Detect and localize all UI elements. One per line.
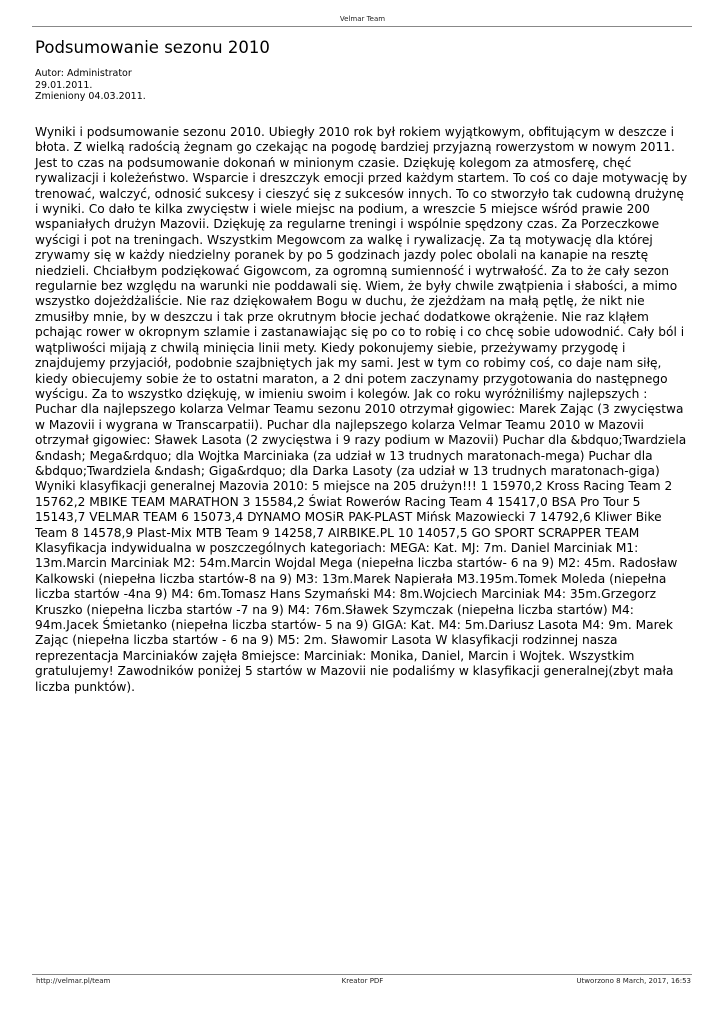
article-modified-date: Zmieniony 04.03.2011. <box>35 91 146 102</box>
footer-divider <box>32 974 692 975</box>
article-title: Podsumowanie sezonu 2010 <box>35 38 270 57</box>
footer-created: Utworzono 8 March, 2017, 16:53 <box>576 977 691 985</box>
article-created-date: 29.01.2011. <box>35 79 93 91</box>
article-author: Autor: Administrator <box>35 68 132 79</box>
article-body: Wyniki i podsumowanie sezonu 2010. Ubiegły 2010 rok był rokiem wyjątkowym, obfitującym w deszcze i błota. Z wielką radością żegnam go czekając na pogodę bardziej przyjazną rowerzystom w nowym 2011. Jest to czas na podsumowanie dokonań w minionym czasie. Dziękuję kolegom za atmosferę, chęć rywalizacji i koleżeństwo. Wsparcie i dreszczyk emocji przed każdym startem. To coś co daje motywację by trenować, walczyć, odnosić sukcesy i cieszyć się z sukcesów innych. To co stworzyło tak cudowną drużynę i wyniki. Co dało te kilka zwycięstw i wiele miejsc na podium, a wreszcie 5 miejsce wśród prawie 200 wspaniałych drużyn Mazovii. Dziękuję za regularne treningi i wspólnie spędzony czas. Za Porzeczkowe wyścigi i pot na treningach. Wszystkim Megowcom za walkę i rywalizację. Za tą motywację dla której zrywamy się w każdy niedzielny poranek by po 5 godzinach jazdy polec obolali na kanapie na resztę niedzieli. Chciałbym podziękować Gigowcom, za ogromną sumienność i wytrwałość. Za to że cały sezon regularnie bez względu na warunki nie poddawali się. Wiem, że były chwile zwątpienia i słabości, a mimo wszystko dojeżdżaliście. Nie raz dziękowałem Bogu w duchu, że zjeżdżam na małą pętlę, że nikt nie zmusiłby mnie, by w deszczu i tak prze okrutnym błocie jechać dodatkowe okrążenie. Nie raz kląłem pchając rower w okropnym szlamie i zastanawiając się po co to robię i co chcę sobie udowodnić. Cały ból i wątpliwości mijają z chwilą minięcia linii mety. Kiedy pokonujemy siebie, przeżywamy przygodę i znajdujemy przyjaciół, podobnie szajbniętych jak my sami. Jest w tym co robimy coś, co daje nam siłę, kiedy obiecujemy sobie że to ostatni maraton, a 2 dni potem zaczynamy przygotowania do następnego wyścigu. Za to wszystko dziękuję, w imieniu swoim i kolegów. Jak co roku wyróżniliśmy najlepszych : Puchar dla najlepszego kolarza Velmar Teamu sezonu 2010 otrzymał gigowiec: Marek Zając (3 zwycięstwa w Mazovii i wygrana w Transcarpatii). Puchar dla najlepszego kolarza Velmar Teamu 2010 w Mazovii otrzymał gigowiec: Sławek Lasota (2 zwycięstwa i 9 razy podium w Mazovii) Puchar dla &bdquo;Twardziela &ndash; Mega&rdquo; dla Wojtka Marciniaka (za udział w 13 trudnych maratonach-mega) Puchar dla &bdquo;Twardziela &ndash; Giga&rdquo; dla Darka Lasoty (za udział w 13 trudnych maratonach-giga) Wyniki klasyfikacji generalnej Mazovia 2010: 5 miejsce na 205 drużyn!!! 1 15970,2 Kross Racing Team 2 15762,2 MBIKE TEAM MARATHON 3 15584,2 Świat Rowerów Racing Team 4 15417,0 BSA Pro Tour 5 15143,7 VELMAR TEAM 6 15073,4 DYNAMO MOSiR PAK-PLAST Mińsk Mazowiecki 7 14792,6 Kliwer Bike Team 8 14578,9 Plast-Mix MTB Team 9 14258,7 AIRBIKE.PL 10 14057,5 GO SPORT SCRAPPER TEAM Klasyfikacja indywidualna w poszczególnych kategoriach: MEGA: Kat. MJ: 7m. Daniel Marciniak M1: 13m.Marcin Marciniak M2: 54m.Marcin Wojdal Mega (niepełna liczba startów- 6 na 9) M2: 45m. Radosław Kalkowski (niepełna liczba startów-8 na 9) M3: 13m.Marek Napierała M3.195m.Tomek Moleda (niepełna liczba startów -4na 9) M4: 6m.Tomasz Hans Szymański M4: 8m.Wojciech Marciniak M4: 35m.Grzegorz Kruszko (niepełna liczba startów -7 na 9) M4: 76m.Sławek Szymczak (niepełna liczba startów) M4: 94m.Jacek Śmietanko (niepełna liczba startów- 5 na 9) GIGA: Kat. M4: 5m.Dariusz Lasota M4: 9m. Marek Zając (niepełna liczba startów - 6 na 9) M5: 2m. Sławomir Lasota W klasyfikacji rodzinnej nasza reprezentacja Marciniaków zajęła 8miejsce: Marciniak: Monika, Daniel, Marcin i Wojtek. Wszystkim gratulujemy! Zawodników poniżej 5 startów w Mazovii nie podaliśmy w klasyfikacji generalnej(zbyt mała liczba punktów). <box>35 125 688 694</box>
article-meta <box>35 68 146 103</box>
header-divider <box>32 26 692 27</box>
footer-generator: Kreator PDF <box>341 977 384 985</box>
page-header: Velmar Team <box>339 15 386 23</box>
footer-url: http://velmar.pl/team <box>36 977 111 985</box>
